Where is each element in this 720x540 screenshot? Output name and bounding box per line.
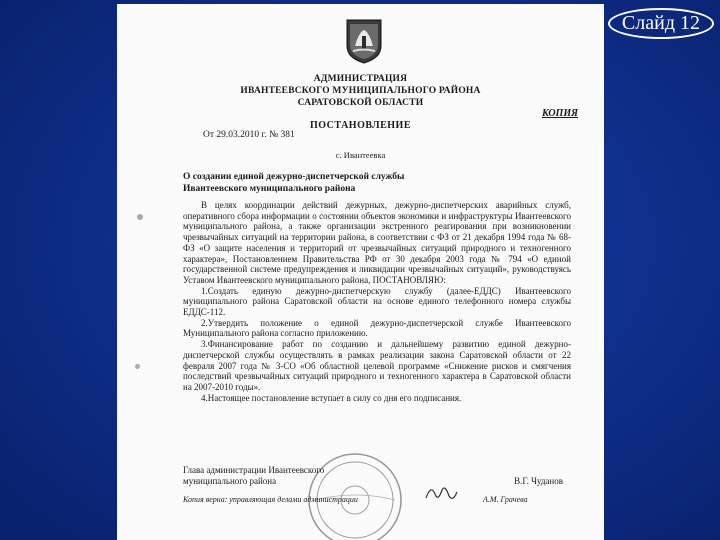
document-place: с. Ивантеевка [335, 150, 386, 160]
body-paragraph: 3.Финансирование работ по созданию и дальнейшему развитию единой дежурно-диспетчерской службы осуществлять в рамках реализации закона Саратовской области от 22 февраля 2007 года № 3-СО «Об областной целевой программе «Снижение рисков и смягчения последствий чрезвычайных ситуаций природного и техногенного характера в Саратовской области на 2007-2010 годы». [183, 339, 571, 392]
slide-number-badge: Слайд 12 [608, 8, 714, 39]
document-body [183, 200, 571, 403]
header-line-district: ИВАНТЕЕВСКОГО МУНИЦИПАЛЬНОГО РАЙОНА [240, 86, 481, 96]
coat-of-arms-emblem [345, 18, 383, 64]
header-line-administration: АДМИНИСТРАЦИЯ [313, 74, 408, 84]
copy-certified-line: Копия верна: управляющая делами администрации [183, 495, 358, 504]
body-paragraph: 1.Создать единую дежурно-диспетчерскую службу (далее-ЕДДС) Ивантеевского муниципального района Саратовской области на основе единого телефонного номера службы ЕДДС-112. [183, 285, 571, 318]
signatory-position-line2: муниципального района [183, 476, 277, 486]
copy-mark: КОПИЯ [542, 108, 578, 119]
scan-artifact [135, 364, 140, 369]
document-title: ПОСТАНОВЛЕНИЕ [310, 120, 411, 131]
handwritten-signature [423, 482, 459, 504]
executor-name: А.М. Грачева [483, 495, 528, 504]
body-paragraph: 2.Утвердить положение о единой дежурно-диспетчерской службе Ивантеевского Муниципального района согласно приложению. [183, 317, 571, 339]
body-paragraph: В целях координации действий дежурных, дежурно-диспетчерских аварийных служб, оперативного сбора информации о состоянии объектов экономики и инфраструктуры Ивантеевского муниципального района, а также организации экстренного реагирования при возникновении чрезвычайных ситуаций на территории района, в соответствии с ФЗ от 21 декабря 1994 года № 68-ФЗ «О защите населения и территорий от чрезвычайных ситуаций природного и техногенного характера», Постановлением Правительства РФ от 30 декабря 2003 года № 794 «О единой государственной системе предупреждения и ликвидации чрезвычайных ситуаций», руководствуясь Уставом Ивантеевского муниципального района, ПОСТАНОВЛЯЮ: [183, 200, 571, 285]
body-paragraph: 4.Настоящее постановление вступает в силу со дня его подписания. [201, 392, 462, 403]
scanned-document [117, 4, 604, 540]
signature-block [183, 465, 583, 487]
scan-artifact [137, 214, 143, 220]
header-line-region: САРАТОВСКОЙ ОБЛАСТИ [297, 98, 424, 108]
document-date-number: От 29.03.2010 г. № 381 [203, 130, 295, 140]
signatory-name: В.Г. Чуданов [514, 476, 563, 486]
document-subject: О создании единой дежурно-диспетчерской службы Ивантеевского муниципального района [183, 172, 405, 194]
signatory-position-line1: Глава администрации Ивантеевского [183, 465, 325, 475]
